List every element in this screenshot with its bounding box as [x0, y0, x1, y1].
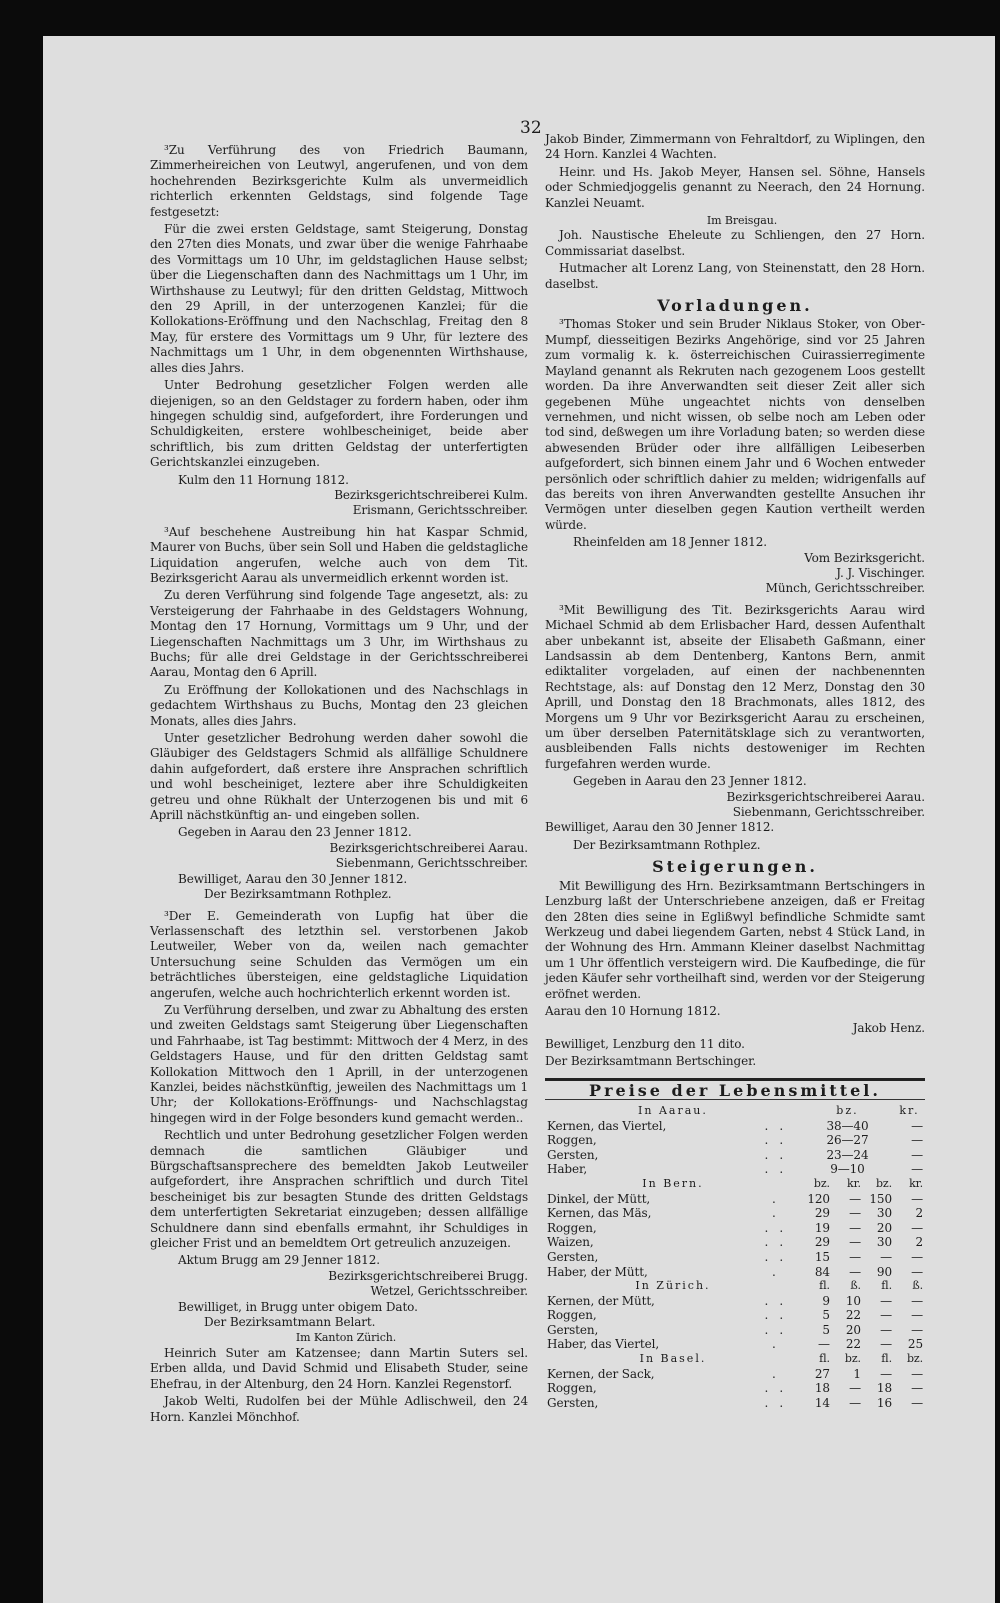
- price-location-aarau: In Aarau. bz. kr.: [638, 1103, 920, 1117]
- left-column: [150, 143, 528, 1427]
- notice-schmid-office: Bezirksgerichtschreiberei Aarau.: [329, 840, 528, 855]
- table-row: Gersten, . . 23—24 —: [547, 1147, 923, 1162]
- auction-henz: Mit Bewilligung des Hrn. Bezirksamtmann Bertschingers in Lenzburg laßt der Unterschriebene anzeigen, daß er Freitag den 28ten dies seine in Eglißwyl befindliche Schmidte samt Werkzeug und dabei liegendem Garten, nebst 4 Stück Land, in der Wohnung des Hrn. Ammann Kleiner daselbst Nachmittag um 1 Uhr öffentlich versteigern wird. Die Kaufbedinge, die für jeden Käufer sehr vortheilhaft sind, werden vor der Steigerung eröfnet werden.: [545, 878, 925, 1001]
- auction-henz-official: Der Bezirksamtmann Bertschinger.: [545, 1054, 757, 1069]
- notice-leutweiler-intro: ³Der E. Gemeinderath von Lupfig hat über die Verlassenschaft des letzthin sel. verstorbenen Jakob Leutweiler, Weber von da, weilen nach gemachter Untersuchung seine Schulden das Vermögen um ein beträchtliches übersteigen, eine geldstagliche Liquidation angerufen, welche auch hochrichterlich erkennt worden ist.: [150, 908, 528, 1000]
- notice-leutweiler-dates: Zu Verführung derselben, und zwar zu Abhaltung des ersten und zweiten Geldstags samt Steigerung über Liegenschaften und Fahrhaabe, ist Tag bestimmt: Mittwoch der 4 Merz, in des Geldstagers Hause, und für den dritten Geldstag samt Kollokation Mittwoch den 1 Aprill, in der unterzogenen Kanzlei, beides nächstkünftig, jeweilen des Nachmittags um 1 Uhr; der Kollokations-Eröffnungs- und Nachschlagstag hingegen wird in der Folge besonders kund gemacht werden..: [150, 1002, 528, 1125]
- table-row: Roggen, . . 18 — 18 —: [547, 1381, 923, 1396]
- summons-stoker-clerk: Münch, Gerichtsschreiber.: [765, 581, 925, 596]
- summons-schmid-date: Gegeben in Aarau den 23 Jenner 1812.: [573, 774, 807, 789]
- table-row: Haber, . . 9—10 —: [547, 1162, 923, 1177]
- auction-henz-signature: Jakob Henz.: [852, 1021, 925, 1036]
- notice-schmid-intro: ³Auf beschehene Austreibung hin hat Kaspar Schmid, Maurer von Buchs, über sein Soll und Haben die geldstagliche Liquidation angerufen, welche auch von dem Tit. Bezirksgericht Aarau als unvermeidlich erkennt worden ist.: [150, 524, 528, 585]
- table-row: Kernen, der Mütt, . . 9 10 — —: [547, 1293, 923, 1308]
- breisgau-entry-lang: Hutmacher alt Lorenz Lang, von Steinenstatt, den 28 Horn. daselbst.: [545, 261, 925, 291]
- auction-henz-approval: Bewilliget, Lenzburg den 11 dito.: [545, 1036, 745, 1051]
- notice-baumann-intro: ³Zu Verführung des von Friedrich Baumann, Zimmerheireichen von Leutwyl, angerufenen, und von dem hochehrenden Bezirksgerichte Kulm als unvermeidlich richterlich erkennten Geldstags, sind folgende Tage festgesetzt:: [150, 143, 528, 219]
- notice-baumann-dates: Für die zwei ersten Geldstage, samt Steigerung, Donstag den 27ten dies Monats, und zwar über die wenige Fahrhaabe des Vormittags um 10 Uhr, im geldstaglichen Hause selbst; über die Liegenschaften dann des Nachmittags um 1 Uhr, im Wirthshause zu Leutwyl; für den dritten Geldstag, Mittwoch den 29 Aprill, in der unterzogenen Kanzlei; für die Kollokations-Eröffnung und den Nachschlag, Freitag den 8 May, für erstere des Vormittags um 9 Uhr, für leztere des Nachmittags um 1 Uhr, in dem obgenennten Wirthshause, alles dies Jahrs.: [150, 222, 528, 375]
- notice-schmid-date: Gegeben in Aarau den 23 Jenner 1812.: [178, 825, 412, 840]
- zuerich-entry-meyer: Heinr. und Hs. Jakob Meyer, Hansen sel. Söhne, Hansels oder Schmiedjoggelis genannt zu Neerach, den 24 Hornung. Kanzlei Neuamt.: [545, 164, 925, 210]
- summons-stoker-judge: J. J. Vischinger.: [836, 565, 925, 580]
- notice-leutweiler-approval: Bewilliget, in Brugg unter obigem Dato.: [178, 1299, 418, 1314]
- breisgau-entry-naus: Joh. Naustische Eheleute zu Schliengen, den 27 Horn. Commissariat daselbst.: [545, 228, 925, 258]
- table-row: Haber, das Viertel, . — 22 — 25: [547, 1337, 923, 1352]
- table-row: Gersten, . . 14 — 16 —: [547, 1395, 923, 1410]
- table-row: Waizen, . . 29 — 30 2: [547, 1235, 923, 1250]
- table-row: Gersten, . . 15 — — —: [547, 1249, 923, 1264]
- price-location-basel: In Basel. fl. bz. fl. bz.: [639, 1352, 923, 1366]
- heading-steigerungen: Steigerungen.: [652, 857, 818, 877]
- table-row: Kernen, der Sack, . 27 1 — —: [547, 1366, 923, 1381]
- table-row: Gersten, . . 5 20 — —: [547, 1322, 923, 1337]
- section-breisgau: Im Breisgau.: [706, 214, 778, 228]
- summons-schmid-clerk: Siebenmann, Gerichtsschreiber.: [732, 805, 925, 820]
- summons-stoker-court: Vom Bezirksgericht.: [804, 550, 925, 565]
- page-number: 32: [520, 118, 542, 138]
- notice-baumann-office: Bezirksgerichtschreiberei Kulm.: [334, 487, 528, 502]
- zuerich-entry-welti: Jakob Welti, Rudolfen bei der Mühle Adlischweil, den 24 Horn. Kanzlei Mönchhof.: [150, 1394, 528, 1424]
- right-column: [545, 132, 925, 1410]
- notice-schmid-approval: Bewilliget, Aarau den 30 Jenner 1812.: [178, 871, 408, 886]
- table-row: Roggen, . . 5 22 — —: [547, 1308, 923, 1323]
- heading-preise: Preise der Lebensmittel.: [589, 1080, 881, 1100]
- table-row: Haber, der Mütt, . 84 — 90 —: [547, 1264, 923, 1279]
- notice-schmid-opening: Zu Eröffnung der Kollokationen und des Nachschlags in gedachtem Wirthshaus zu Buchs, Montag den 23 gleichen Monats, alles dies Jahrs.: [150, 682, 528, 728]
- heading-vorladungen: Vorladungen.: [657, 296, 813, 316]
- table-row: Kernen, das Mäs, . 29 — 30 2: [547, 1206, 923, 1221]
- summons-schmid: ³Mit Bewilligung des Tit. Bezirksgerichts Aarau wird Michael Schmid ab dem Erlisbacher Hard, dessen Aufenthalt aber unbekannt ist, abseite der Elisabeth Gaßmann, einer Landsassin ab dem Dentenberg, Kantons Bern, anmit ediktaliter vorgeladen, auf einen der nachbenennten Rechtstage, als: auf Donstag den 12 Merz, Donstag den 30 Aprill, und Donstag den 18 Brachmonats, alles 1812, des Morgens um 9 Uhr vor Bezirksgericht Aarau zu erscheinen, um über derselben Paternitätsklage sich zu verantworten, ausbleibenden Falls nichts destoweniger im Rechten furgefahren werden wurde.: [545, 602, 925, 771]
- notice-schmid-threat: Unter gesetzlicher Bedrohung werden daher sowohl die Gläubiger des Geldstagers Schmid als allfällige Schuldnere dahin aufgefordert, daß erstere ihre Ansprachen schriftlich und wohl bescheiniget, leztere aber ihre Schuldigkeiten getreu und ohne Rükhalt der Unterzogenen bis und mit 6 Aprill nächstkünftig an- und eingeben sollen.: [150, 731, 528, 823]
- summons-schmid-official: Der Bezirksamtmann Rothplez.: [573, 837, 761, 852]
- notice-baumann-clerk: Erismann, Gerichtsschreiber.: [352, 503, 528, 518]
- table-row: Roggen, . . 19 — 20 —: [547, 1220, 923, 1235]
- notice-schmid-dates: Zu deren Verführung sind folgende Tage angesetzt, als: zu Versteigerung der Fahrhaabe in des Geldstagers Wohnung, Montag den 17 Hornung, Vormittags um 9 Uhr, und der Liegenschaften Nachmittags um 3 Uhr, im Wirthshaus zu Buchs; für alle drei Geldstage in der Gerichtsschreiberei Aarau, Montag den 6 Aprill.: [150, 588, 528, 680]
- zuerich-entry-suter: Heinrich Suter am Katzensee; dann Martin Suters sel. Erben allda, und David Schmid und Elisabeth Studer, seine Ehefrau, in der Altenburg, den 24 Horn. Kanzlei Regenstorf.: [150, 1345, 528, 1391]
- notice-leutweiler-clerk: Wetzel, Gerichtsschreiber.: [370, 1284, 528, 1299]
- notice-baumann-date: Kulm den 11 Hornung 1812.: [178, 472, 349, 487]
- summons-stoker: ³Thomas Stoker und sein Bruder Niklaus Stoker, von Ober-Mumpf, diesseitigen Bezirks Angehörige, sind vor 25 Jahren zum vormalig k. k. österreichischen Cuirassierregimente Mayland genannt als Rekruten nach gezogenem Loos gestellt worden. Da ihre Anverwandten seit dieser Zeit aller sich gegebenen Mühe ungeachtet nichts von denselben vernehmen, und nicht wissen, ob selbe noch am Leben oder tod sind, deßwegen um ihre Vorladung baten; so werden diese abwesenden Brüder oder ihre allfälligen Leibeserben aufgefordert, sich binnen einem Jahr und 6 Wochen entweder persönlich oder schriftlich dahier zu melden; widrigenfalls auf das bereits von ihren Anverwandten gestellte Ansuchen ihr Vermögen unter dieselben gegen Kaution vertheilt werden würde.: [545, 317, 925, 532]
- notice-baumann-threat: Unter Bedrohung gesetzlicher Folgen werden alle diejenigen, so an den Geldstager zu fordern haben, oder ihm hingegen schuldig sind, aufgefordert, ihre Forderungen und Schuldigkeiten, erstere wohlbescheiniget, beide aber schriftlich, bis zum dritten Geldstag der unterfertigten Gerichtskanzlei einzugeben.: [150, 378, 528, 470]
- notice-leutweiler-official: Der Bezirksamtmann Belart.: [204, 1315, 376, 1330]
- table-row: Kernen, das Viertel, . . 38—40 —: [547, 1118, 923, 1133]
- notice-schmid-clerk: Siebenmann, Gerichtsschreiber.: [335, 856, 528, 871]
- notice-leutweiler-date: Aktum Brugg am 29 Jenner 1812.: [178, 1253, 380, 1268]
- price-location-bern: In Bern. bz. kr. bz. kr.: [642, 1176, 923, 1190]
- notice-schmid-official: Der Bezirksamtmann Rothplez.: [204, 887, 392, 902]
- table-row: Roggen, . . 26—27 —: [547, 1133, 923, 1148]
- section-kanton-zuerich: Im Kanton Zürich.: [295, 1331, 397, 1345]
- table-row: Dinkel, der Mütt, . 120 — 150 —: [547, 1191, 923, 1206]
- notice-leutweiler-threat: Rechtlich und unter Bedrohung gesetzlicher Folgen werden demnach die samtlichen Gläubiger und Bürgschaftsansprechere des bemeldten Jakob Leutweiler aufgefordert, ihre Ansprachen schriftlich und durch Titel bescheiniget bis zur besagten Stunde des dritten Geldstags dem unterfertigten Sekretariat einzugeben; dessen allfällige Schuldnere dann sind ebenfalls ermahnt, ihr Schuldiges in gleicher Frist und an bemeldtem Ort getreulich anzuzeigen.: [150, 1128, 528, 1251]
- summons-stoker-date: Rheinfelden am 18 Jenner 1812.: [573, 535, 767, 550]
- zuerich-entry-binder: Jakob Binder, Zimmermann von Fehraltdorf, zu Wiplingen, den 24 Horn. Kanzlei 4 Wachten.: [545, 132, 925, 162]
- auction-henz-date: Aarau den 10 Hornung 1812.: [545, 1003, 721, 1018]
- notice-leutweiler-office: Bezirksgerichtschreiberei Brugg.: [328, 1268, 528, 1283]
- price-table: [545, 1104, 925, 1410]
- summons-schmid-office: Bezirksgerichtschreiberei Aarau.: [726, 789, 925, 804]
- price-location-zuerich: In Zürich. fl. ß. fl. ß.: [635, 1279, 923, 1293]
- summons-schmid-approval: Bewilliget, Aarau den 30 Jenner 1812.: [545, 820, 775, 835]
